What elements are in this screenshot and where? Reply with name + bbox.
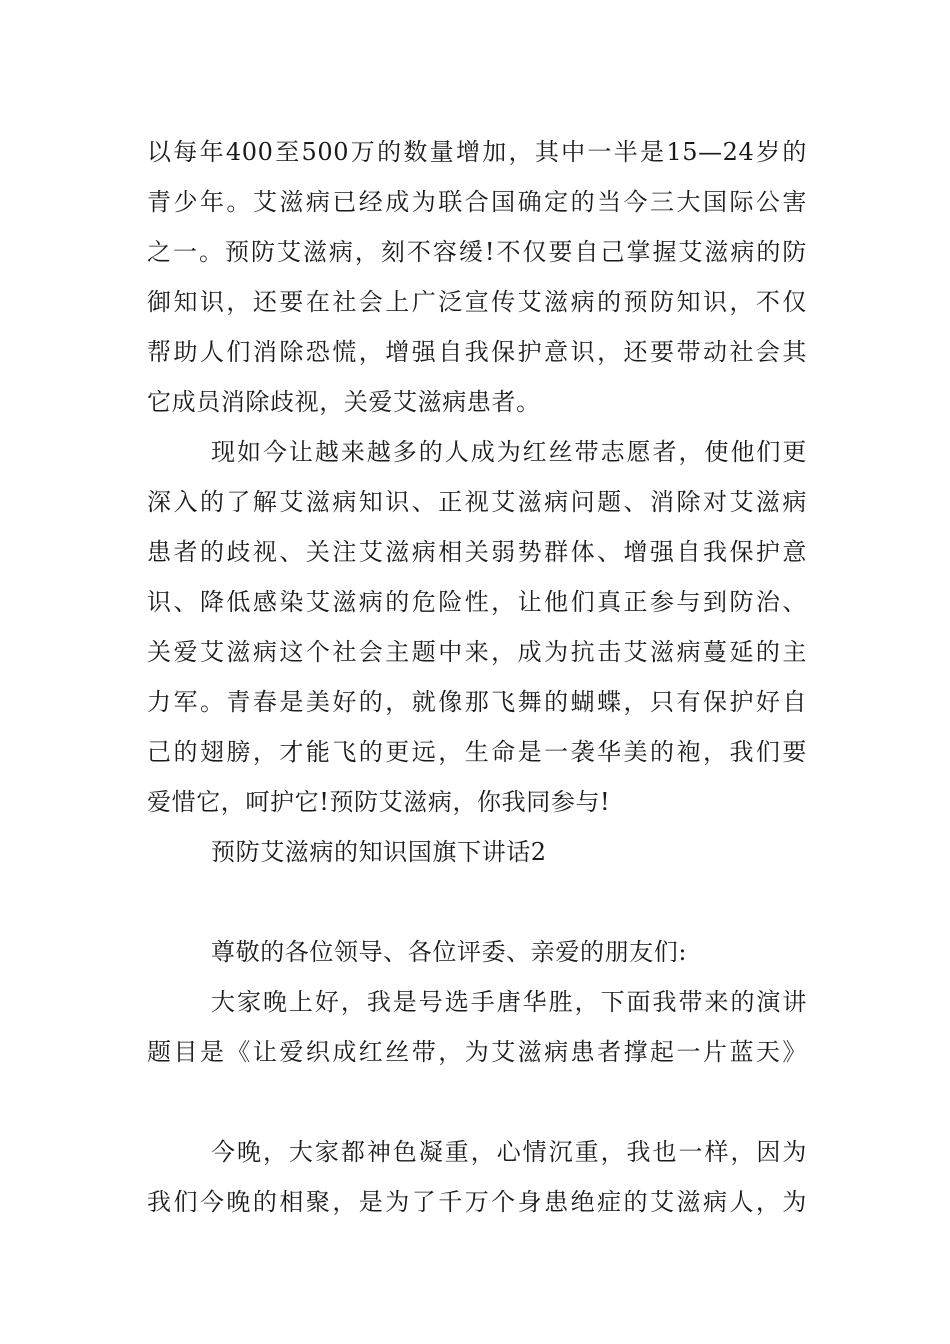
paragraph-line: 爱惜它，呵护它!预防艾滋病，你我同参与!: [147, 788, 611, 816]
paragraph-line: 今晚，大家都神色凝重，心情沉重，我也一样，因为: [211, 1138, 807, 1166]
paragraph-line: 它成员消除歧视，关爱艾滋病患者。: [147, 388, 541, 416]
paragraph-line: 之一。预防艾滋病，刻不容缓!不仅要自己掌握艾滋病的防: [147, 238, 807, 266]
paragraph-line: 深入的了解艾滋病知识、正视艾滋病问题、消除对艾滋病: [147, 488, 807, 516]
paragraph-line: 现如今让越来越多的人成为红丝带志愿者，使他们更: [211, 438, 807, 466]
paragraph-line: 帮助人们消除恐慌，增强自我保护意识，还要带动社会其: [147, 338, 807, 366]
salutation: 尊敬的各位领导、各位评委、亲爱的朋友们:: [211, 938, 688, 966]
paragraph-line: 己的翅膀，才能飞的更远，生命是一袭华美的袍，我们要: [147, 738, 807, 766]
paragraph-line: 力军。青春是美好的，就像那飞舞的蝴蝶，只有保护好自: [147, 688, 807, 716]
paragraph-line: 以每年400至500万的数量增加，其中一半是15—24岁的: [147, 138, 807, 166]
section-title: 预防艾滋病的知识国旗下讲话2: [211, 838, 547, 866]
paragraph-line: 御知识，还要在社会上广泛宣传艾滋病的预防知识，不仅: [147, 288, 807, 316]
paragraph-line: 我们今晚的相聚，是为了千万个身患绝症的艾滋病人，为: [147, 1188, 807, 1216]
paragraph-line: 大家晚上好，我是号选手唐华胜，下面我带来的演讲: [211, 988, 807, 1016]
paragraph-line: 识、降低感染艾滋病的危险性，让他们真正参与到防治、: [147, 588, 807, 616]
paragraph-line: 青少年。艾滋病已经成为联合国确定的当今三大国际公害: [147, 188, 807, 216]
paragraph-line: 关爱艾滋病这个社会主题中来，成为抗击艾滋病蔓延的主: [147, 638, 807, 666]
paragraph-line: 患者的歧视、关注艾滋病相关弱势群体、增强自我保护意: [147, 538, 807, 566]
paragraph-line: 题目是《让爱织成红丝带，为艾滋病患者撑起一片蓝天》: [147, 1038, 807, 1066]
